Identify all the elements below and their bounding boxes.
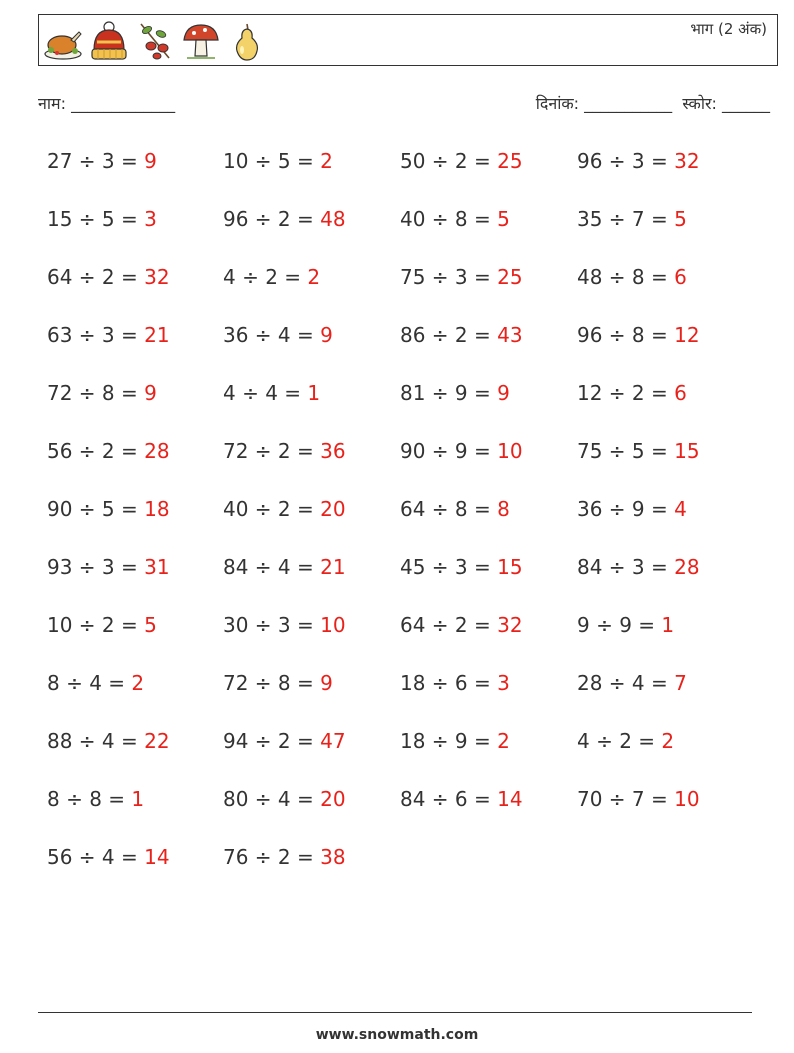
problem-question: 45 ÷ 3 = xyxy=(400,555,498,579)
problem-question: 28 ÷ 4 = xyxy=(577,671,675,695)
problem-answer: 10 xyxy=(497,439,523,463)
problem-item xyxy=(577,608,754,666)
problem-item xyxy=(400,144,577,202)
date-score-field-label: दिनांक: ___________ स्कोर: ______ xyxy=(535,94,770,113)
problem-item xyxy=(223,144,400,202)
problem-item xyxy=(577,260,754,318)
problem-question: 10 ÷ 5 = xyxy=(223,149,321,173)
problem-item xyxy=(47,608,223,666)
problem-answer: 6 xyxy=(674,265,687,289)
problems-grid xyxy=(47,144,767,898)
problem-answer: 28 xyxy=(674,555,700,579)
problem-question: 96 ÷ 8 = xyxy=(577,323,675,347)
worksheet-title: भाग (2 अंक) xyxy=(690,20,767,38)
problem-item xyxy=(400,666,577,724)
roast-chicken-icon xyxy=(43,20,83,62)
problem-item xyxy=(400,434,577,492)
problem-answer: 18 xyxy=(144,497,170,521)
problem-answer: 14 xyxy=(497,787,523,811)
problem-question: 84 ÷ 6 = xyxy=(400,787,498,811)
problem-question: 64 ÷ 2 = xyxy=(400,613,498,637)
problem-answer: 25 xyxy=(497,149,523,173)
winter-hat-icon xyxy=(89,20,129,62)
problem-question: 4 ÷ 2 = xyxy=(577,729,662,753)
problem-item xyxy=(400,782,577,840)
problem-answer: 15 xyxy=(497,555,523,579)
problem-answer: 43 xyxy=(497,323,523,347)
mushroom-icon xyxy=(181,20,221,62)
problem-question: 72 ÷ 2 = xyxy=(223,439,321,463)
problem-answer: 10 xyxy=(674,787,700,811)
problem-item xyxy=(577,724,754,782)
problem-item xyxy=(400,550,577,608)
problem-question: 4 ÷ 2 = xyxy=(223,265,308,289)
problem-answer: 31 xyxy=(144,555,170,579)
problem-item xyxy=(400,724,577,782)
problem-question: 72 ÷ 8 = xyxy=(47,381,145,405)
problem-question: 56 ÷ 2 = xyxy=(47,439,145,463)
problem-question: 27 ÷ 3 = xyxy=(47,149,145,173)
footer-divider xyxy=(38,1012,752,1013)
problem-answer: 20 xyxy=(320,787,346,811)
footer-url: www.snowmath.com xyxy=(315,1027,479,1043)
problem-item xyxy=(223,376,400,434)
problem-item xyxy=(400,492,577,550)
problem-answer: 2 xyxy=(661,729,675,753)
problem-question: 70 ÷ 7 = xyxy=(577,787,675,811)
problem-question: 18 ÷ 9 = xyxy=(400,729,498,753)
problem-question: 48 ÷ 8 = xyxy=(577,265,675,289)
problem-item xyxy=(47,724,223,782)
problem-item xyxy=(577,202,754,260)
problem-answer: 2 xyxy=(497,729,510,753)
problem-item xyxy=(577,434,754,492)
problem-item xyxy=(223,434,400,492)
problem-question: 64 ÷ 8 = xyxy=(400,497,498,521)
problem-item xyxy=(47,376,223,434)
problem-answer: 1 xyxy=(661,613,675,637)
problem-answer: 21 xyxy=(320,555,346,579)
problem-question: 8 ÷ 8 = xyxy=(47,787,132,811)
problem-answer: 47 xyxy=(320,729,346,753)
problem-answer: 28 xyxy=(144,439,170,463)
header-box xyxy=(38,14,778,66)
icon-strip xyxy=(43,20,267,62)
problem-question: 9 ÷ 9 = xyxy=(577,613,662,637)
problem-answer: 3 xyxy=(144,207,157,231)
problem-answer: 10 xyxy=(320,613,346,637)
problem-question: 90 ÷ 9 = xyxy=(400,439,498,463)
problem-question: 96 ÷ 2 = xyxy=(223,207,321,231)
problem-item xyxy=(47,434,223,492)
problem-answer: 20 xyxy=(320,497,346,521)
problem-item xyxy=(577,318,754,376)
problem-answer: 15 xyxy=(674,439,700,463)
problem-question: 80 ÷ 4 = xyxy=(223,787,321,811)
problem-item xyxy=(47,840,223,898)
problem-answer: 14 xyxy=(144,845,170,869)
problem-answer: 48 xyxy=(320,207,346,231)
problem-question: 15 ÷ 5 = xyxy=(47,207,145,231)
problem-item xyxy=(577,492,754,550)
problem-question: 35 ÷ 7 = xyxy=(577,207,675,231)
problem-question: 36 ÷ 4 = xyxy=(223,323,321,347)
problem-answer: 32 xyxy=(497,613,523,637)
problem-question: 64 ÷ 2 = xyxy=(47,265,145,289)
problem-item xyxy=(47,202,223,260)
problem-question: 96 ÷ 3 = xyxy=(577,149,675,173)
problem-answer: 1 xyxy=(307,381,321,405)
problem-question: 40 ÷ 8 = xyxy=(400,207,498,231)
problem-question: 8 ÷ 4 = xyxy=(47,671,132,695)
problem-item xyxy=(47,318,223,376)
problem-question: 84 ÷ 3 = xyxy=(577,555,675,579)
problem-answer: 12 xyxy=(674,323,700,347)
problem-question: 75 ÷ 3 = xyxy=(400,265,498,289)
problem-answer: 3 xyxy=(497,671,510,695)
problem-item xyxy=(223,492,400,550)
pear-icon xyxy=(227,20,267,62)
problem-item xyxy=(577,782,754,840)
problem-answer: 5 xyxy=(674,207,687,231)
problem-item xyxy=(47,782,223,840)
problem-answer: 32 xyxy=(674,149,700,173)
problem-question: 88 ÷ 4 = xyxy=(47,729,145,753)
problem-question: 75 ÷ 5 = xyxy=(577,439,675,463)
problem-item xyxy=(223,782,400,840)
problem-answer: 7 xyxy=(674,671,687,695)
problem-item xyxy=(577,376,754,434)
problem-question: 56 ÷ 4 = xyxy=(47,845,145,869)
problem-answer: 4 xyxy=(674,497,687,521)
problem-answer: 9 xyxy=(144,381,157,405)
problem-question: 12 ÷ 2 = xyxy=(577,381,675,405)
problem-item xyxy=(223,260,400,318)
problem-question: 76 ÷ 2 = xyxy=(223,845,321,869)
problem-question: 81 ÷ 9 = xyxy=(400,381,498,405)
problem-item xyxy=(47,550,223,608)
problem-item xyxy=(223,318,400,376)
problem-question: 84 ÷ 4 = xyxy=(223,555,321,579)
problem-answer: 9 xyxy=(320,323,333,347)
problem-answer: 6 xyxy=(674,381,687,405)
problem-item xyxy=(577,550,754,608)
problem-question: 18 ÷ 6 = xyxy=(400,671,498,695)
problem-answer: 2 xyxy=(307,265,321,289)
name-field-label: नाम: _____________ xyxy=(38,94,176,113)
problem-question: 86 ÷ 2 = xyxy=(400,323,498,347)
problem-question: 63 ÷ 3 = xyxy=(47,323,145,347)
problem-question: 72 ÷ 8 = xyxy=(223,671,321,695)
problem-question: 4 ÷ 4 = xyxy=(223,381,308,405)
problem-answer: 32 xyxy=(144,265,170,289)
problem-question: 30 ÷ 3 = xyxy=(223,613,321,637)
problem-item xyxy=(400,318,577,376)
problem-item xyxy=(400,260,577,318)
problem-answer: 9 xyxy=(144,149,157,173)
problem-item xyxy=(223,550,400,608)
problem-item xyxy=(577,666,754,724)
problem-item xyxy=(47,260,223,318)
problem-item xyxy=(47,492,223,550)
problem-answer: 9 xyxy=(320,671,333,695)
problem-answer: 8 xyxy=(497,497,510,521)
problem-item xyxy=(223,724,400,782)
problem-item xyxy=(577,144,754,202)
problem-item xyxy=(223,202,400,260)
problem-item xyxy=(47,144,223,202)
problem-answer: 22 xyxy=(144,729,170,753)
problem-answer: 25 xyxy=(497,265,523,289)
problem-answer: 36 xyxy=(320,439,346,463)
problem-answer: 1 xyxy=(131,787,145,811)
problem-answer: 9 xyxy=(497,381,510,405)
problem-item xyxy=(223,608,400,666)
problem-answer: 2 xyxy=(131,671,145,695)
problem-item xyxy=(400,608,577,666)
problem-answer: 5 xyxy=(497,207,510,231)
problem-item xyxy=(223,840,400,898)
problem-question: 93 ÷ 3 = xyxy=(47,555,145,579)
rosehip-branch-icon xyxy=(135,20,175,62)
problem-question: 36 ÷ 9 = xyxy=(577,497,675,521)
problem-question: 50 ÷ 2 = xyxy=(400,149,498,173)
problem-question: 94 ÷ 2 = xyxy=(223,729,321,753)
problem-answer: 2 xyxy=(320,149,333,173)
problem-item xyxy=(400,376,577,434)
problem-item xyxy=(223,666,400,724)
problem-question: 10 ÷ 2 = xyxy=(47,613,145,637)
problem-item xyxy=(47,666,223,724)
problem-answer: 21 xyxy=(144,323,170,347)
problem-question: 40 ÷ 2 = xyxy=(223,497,321,521)
problem-item xyxy=(400,202,577,260)
problem-question: 90 ÷ 5 = xyxy=(47,497,145,521)
problem-answer: 38 xyxy=(320,845,346,869)
problem-answer: 5 xyxy=(144,613,157,637)
